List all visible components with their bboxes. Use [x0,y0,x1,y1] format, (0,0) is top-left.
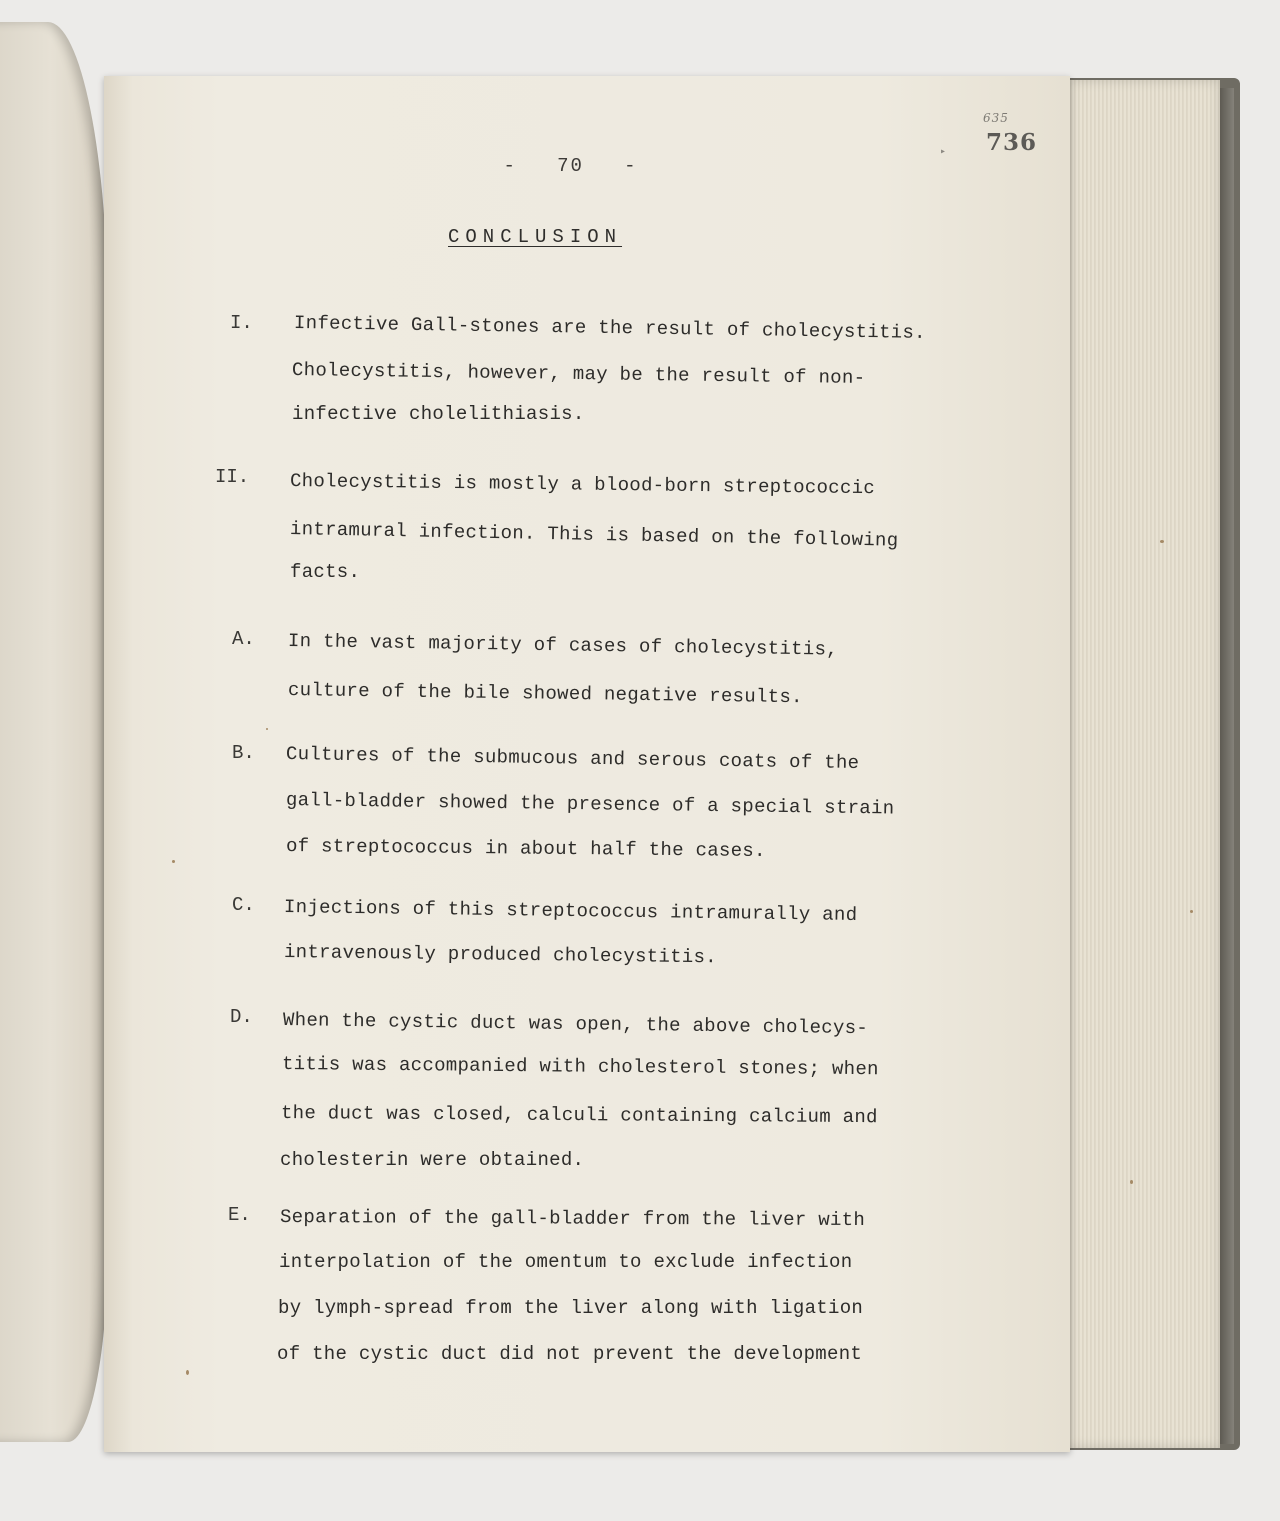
section-marker-d: D. [230,1006,253,1028]
text-line: Cholecystitis, however, may be the result of non- [291,359,866,390]
section-marker-b: B. [232,742,255,764]
text-line: culture of the bile showed negative results. [287,679,803,709]
old-folio-number: 635 [983,111,1009,125]
text-line: In the vast majority of cases of cholecystitis, [287,630,839,661]
text-line: by lymph-spread from the liver along with ligation [278,1297,864,1319]
section-marker-ii: II. [215,466,250,488]
text-line: facts. [290,561,361,583]
book-spine-edge [1220,88,1234,1444]
text-line: gall-bladder showed the presence of a special strain [285,789,895,820]
paper-speck [186,1370,189,1375]
stamp-mark: ▸ [940,147,947,158]
text-line: Separation of the gall-bladder from the liver with [279,1206,866,1232]
text-line: titis was accompanied with cholesterol stones; when [281,1053,879,1081]
text-line: cholesterin were obtained. [280,1149,585,1171]
text-line: of the cystic duct did not prevent the development [277,1343,863,1365]
text-line: intramural infection. This is based on the following [289,518,899,552]
text-line: intravenously produced cholecystitis. [283,941,718,969]
folio-number-stamp: 736 [986,129,1038,156]
section-marker-a: A. [232,628,255,650]
left-page-edge [0,22,108,1442]
text-line: infective cholelithiasis. [292,403,585,425]
paper-speck [1190,910,1193,913]
section-marker-e: E. [228,1204,251,1226]
text-line: Infective Gall-stones are the result of cholecystitis. [293,312,927,344]
page-heading: CONCLUSION [448,226,623,248]
page-stack-edge [1068,80,1220,1448]
text-line: the duct was closed, calculi containing calcium and [280,1102,878,1129]
section-marker-i: I. [230,312,253,334]
paper-speck [1130,1180,1133,1184]
paper-speck [266,728,268,730]
text-line: Injections of this streptococcus intramurally and [283,896,858,927]
paper-speck [1160,540,1164,543]
paper-speck [172,860,175,863]
page-number: - 70 - [503,155,638,177]
text-line: Cultures of the submucous and serous coats of the [285,743,860,775]
text-line: of streptococcus in about half the cases. [285,835,766,863]
section-marker-c: C. [232,894,255,916]
text-line: Cholecystitis is mostly a blood-born streptococcic [289,470,876,500]
text-line: When the cystic duct was open, the above cholecys- [282,1009,869,1040]
text-line: interpolation of the omentum to exclude infection [279,1251,853,1273]
